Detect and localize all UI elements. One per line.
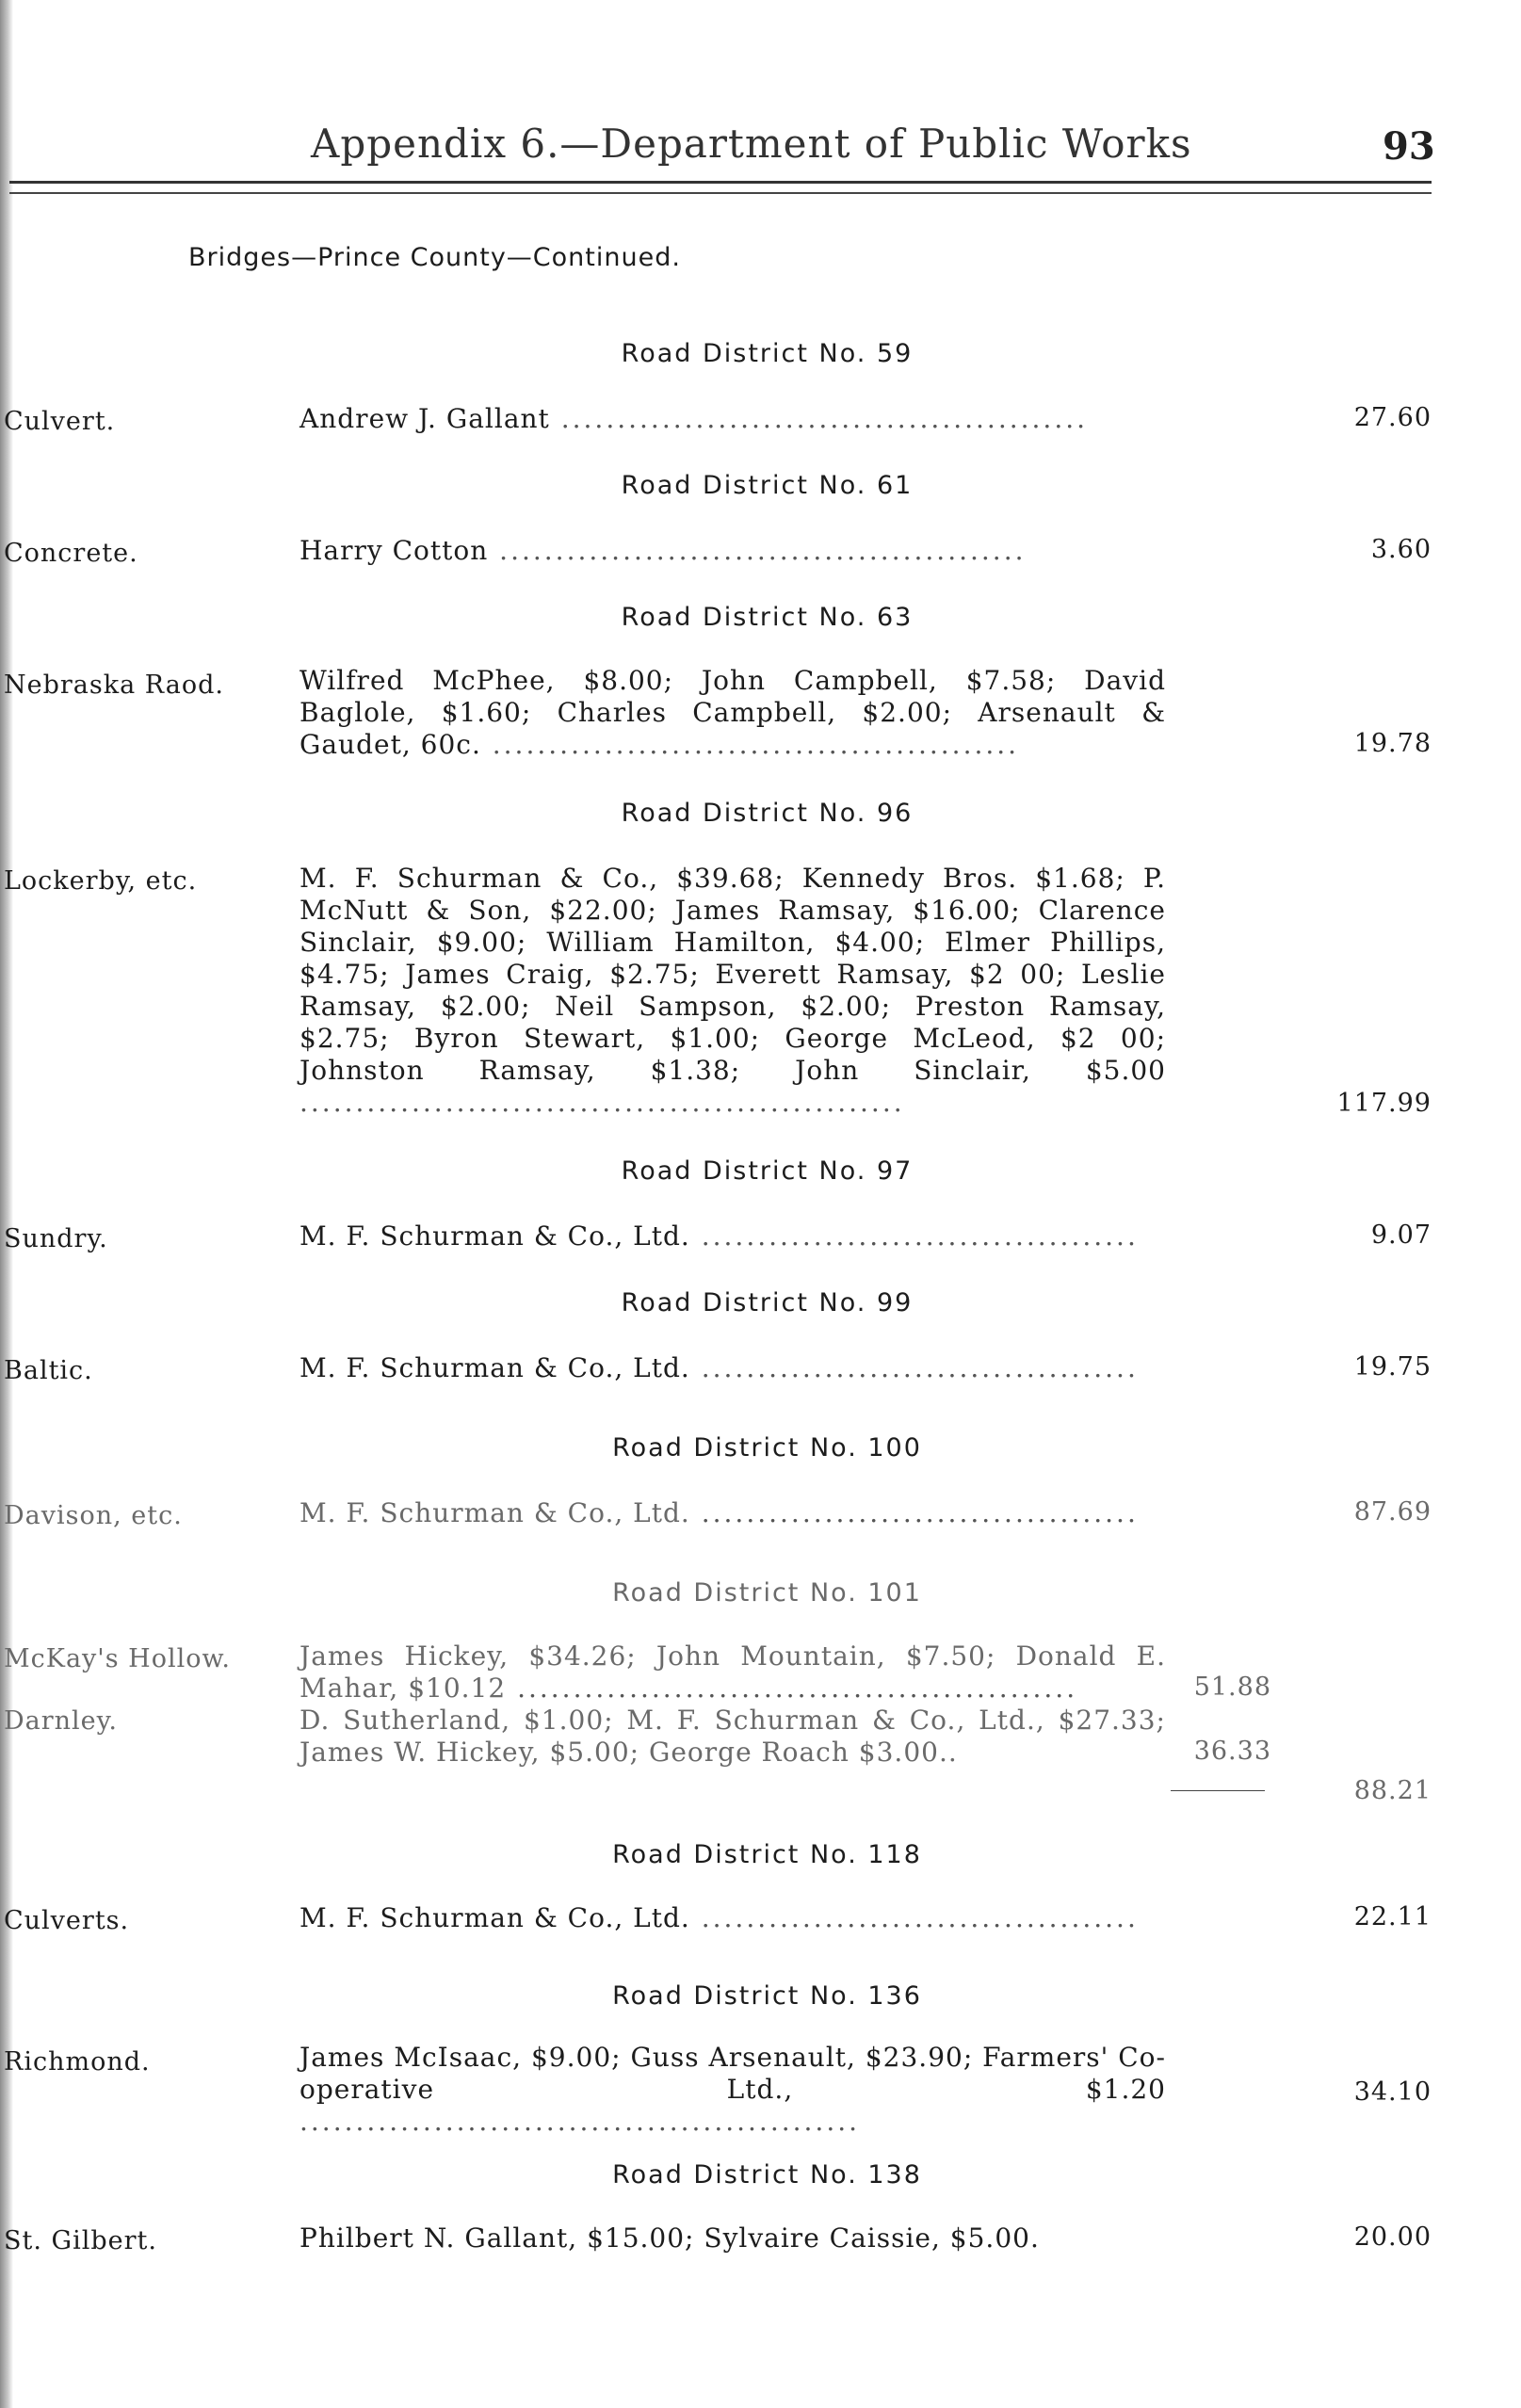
entry-amount: 87.69 (1353, 1497, 1432, 1527)
entry-amount: 3.60 (1370, 535, 1432, 564)
header-rule (9, 181, 1432, 184)
entry-subtotal: 51.88 (1193, 1673, 1271, 1702)
district-total: 88.21 (1353, 1776, 1432, 1805)
entry-location: Sundry. (4, 1224, 108, 1253)
entry-description: James McIsaac, $9.00; Guss Arsenault, $23.90; Farmers' Co-operative Ltd., $1.20 .................................................. (299, 2042, 1166, 2137)
entry-description: M. F. Schurman & Co., Ltd. ....................................... (299, 1220, 1139, 1252)
district-heading: Road District No. 61 (621, 471, 914, 500)
entry-description: M. F. Schurman & Co., $39.68; Kennedy Bros. $1.68; P. McNutt & Son, $22.00; James Ramsay, $16.00; Clarence Sinclair, $9.00; William Hamilton, $4.00; Elmer Phillips, $4.75; James Craig, $2.75; Everett Ramsay, $2 00; Leslie Ramsay, $2.00; Neil Sampson, $2.00; Preston Ramsay, $2.75; Byron Stewart, $1.00; George McLeod, $2 00; Johnston Ramsay, $1.38; John Sinclair, $5.00 ...................................................... (299, 863, 1166, 1118)
entry-description: M. F. Schurman & Co., Ltd. ....................................... (299, 1902, 1139, 1933)
entry-location: Davison, etc. (4, 1501, 183, 1530)
entry-location: Nebraska Raod. (4, 671, 224, 700)
entry-amount: 19.75 (1353, 1352, 1432, 1382)
district-heading: Road District No. 97 (621, 1156, 914, 1186)
entry-location: Culvert. (4, 407, 116, 436)
entry-amount: 19.78 (1353, 729, 1432, 758)
entry-description: Harry Cotton ............................................... (299, 535, 1027, 566)
entry-location: Richmond. (4, 2047, 151, 2077)
district-heading: Road District No. 99 (621, 1288, 914, 1317)
header-rule-thin (9, 192, 1432, 194)
entry-location: McKay's Hollow. (4, 1644, 231, 1673)
entry-location: Baltic. (4, 1356, 93, 1385)
entry-description: M. F. Schurman & Co., Ltd. ....................................... (299, 1497, 1139, 1528)
entry-description: M. F. Schurman & Co., Ltd. ....................................... (299, 1352, 1139, 1383)
entry-location: St. Gilbert. (4, 2226, 157, 2255)
district-heading: Road District No. 96 (621, 799, 914, 828)
section-title: Bridges—Prince County—Continued. (188, 243, 681, 272)
district-heading: Road District No. 138 (612, 2160, 922, 2190)
entry-location: Culverts. (4, 1906, 130, 1935)
district-heading: Road District No. 59 (621, 339, 914, 368)
entry-description: D. Sutherland, $1.00; M. F. Schurman & Co., Ltd., $27.33; James W. Hickey, $5.00; George Roach $3.00.. (299, 1705, 1166, 1768)
district-heading: Road District No. 101 (612, 1578, 922, 1608)
entry-subtotal: 36.33 (1193, 1737, 1271, 1766)
entry-amount: 27.60 (1353, 403, 1432, 432)
running-header: Appendix 6.—Department of Public Works (311, 121, 1192, 167)
entry-amount: 22.11 (1353, 1902, 1432, 1931)
entry-description: James Hickey, $34.26; John Mountain, $7.50; Donald E. Mahar, $10.12 .................................................. (299, 1640, 1166, 1704)
district-heading: Road District No. 63 (621, 603, 914, 632)
entry-location: Concrete. (4, 539, 138, 568)
district-heading: Road District No. 100 (612, 1433, 922, 1463)
subtotal-rule (1171, 1790, 1265, 1791)
entry-description: Wilfred McPhee, $8.00; John Campbell, $7.58; David Baglole, $1.60; Charles Campbell, $2.00; Arsenault & Gaudet, 60c. ............................................... (299, 665, 1166, 760)
entry-amount: 34.10 (1353, 2077, 1432, 2107)
district-heading: Road District No. 136 (612, 1981, 922, 2011)
entry-location: Darnley. (4, 1706, 118, 1736)
entry-amount: 9.07 (1370, 1220, 1432, 1250)
district-heading: Road District No. 118 (612, 1840, 922, 1869)
entry-location: Lockerby, etc. (4, 866, 198, 896)
entry-description: Philbert N. Gallant, $15.00; Sylvaire Caissie, $5.00. (299, 2222, 1040, 2254)
entry-amount: 20.00 (1353, 2222, 1432, 2252)
entry-amount: 117.99 (1336, 1089, 1432, 1118)
entry-description: Andrew J. Gallant ............................................... (299, 403, 1089, 434)
page-number: 93 (1383, 124, 1435, 169)
